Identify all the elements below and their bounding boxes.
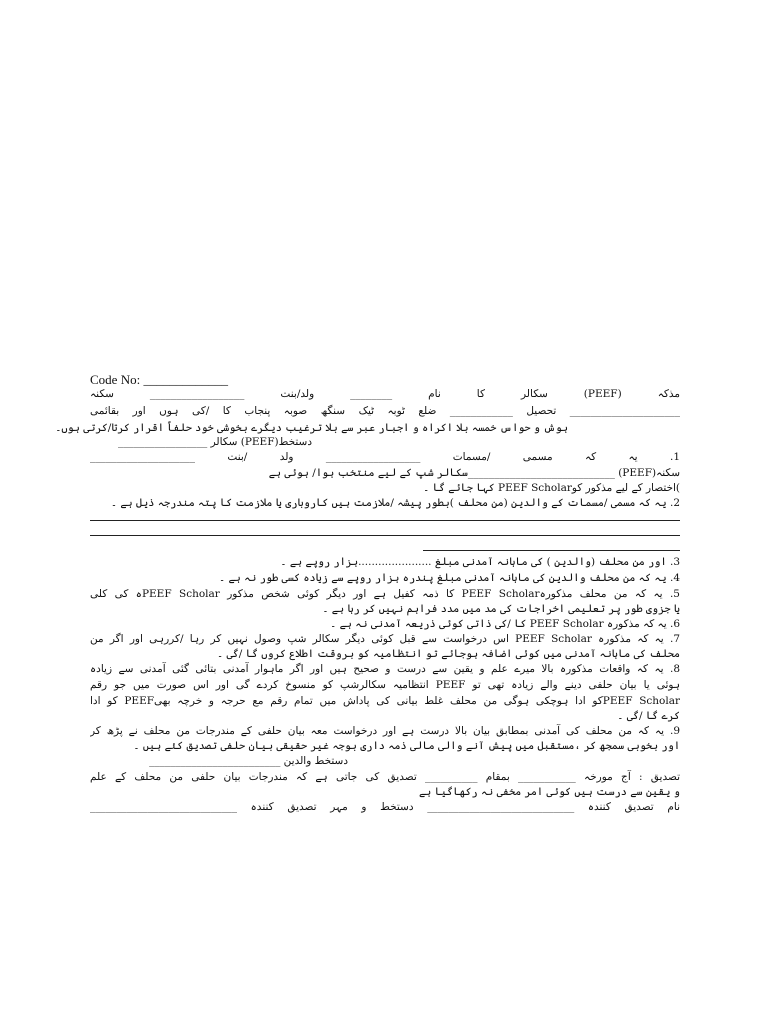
line-clause-1: 1. یہ کہ مسمی /مسمات __________________ ولد /بنت ____________________ <box>90 451 680 463</box>
code-label: Code No: <box>90 372 144 387</box>
line-clause-8b: ہوئی یا بیان حلفی دینے والے زیادہ تھی تو PEEF انتظامیہ سکالرشپ کو منسوخ کردے گی اور اس صورت میں جو رقم <box>90 679 680 691</box>
blank-line-2 <box>90 535 680 536</box>
line-clause-8: 8. یہ کہ واقعات مذکورہ بالا میرے علم و یقین سے درست و صحیح ہیں اور اگر ماہوار آمدنی بتائی گئی آمدنی سے زیادہ <box>90 663 680 675</box>
line-clause-2: 2. یہ کہ مسمی /مسمات کے والدین (من محلف )بطور پیشہ /ملازمت ہیں کاروباری یا ملازمت کا پتہ مندرجہ ذیل ہے ۔ <box>110 497 680 509</box>
line-clause-5: 5. یہ کہ من محلف مذکورہPEEF Scholar کا ذمہ کفیل ہے اور دیگر کوئی شخص مذکور PEEF Scholarہ کی کلی <box>90 588 680 600</box>
line-intro-3: ہوش و حواس خمسہ بلا اکراہ و اجبار عبر سے بلا ترغیب دیگرے بخوشی خود حلفاً اقرار کرتا/کرتی ہوں۔ <box>55 422 568 434</box>
code-number <box>90 372 228 388</box>
blank-line-3 <box>423 550 680 551</box>
line-scholar-signature: دستخط(PEEF) سکالر _________________ <box>118 436 312 448</box>
line-attestation-1: تصدیق : آج مورخہ ___________ بمقام __________ تصدیق کی جاتی ہے کہ مندرجات بیان حلفی من محلف کے علم <box>90 771 680 783</box>
line-clause-1c: )اختصار کے لیے مذکور کوPEEF Scholar کہا جائے گا ۔ <box>423 482 680 494</box>
line-intro-2: _____________________ تحصیل ____________ ضلع ٹوبہ ٹیک سنگھ صوبہ پنجاب کا /کی ہوں اور بقائمی <box>90 405 680 417</box>
line-attester-name-signature: نام تصدیق کنندہ ____________________________ دستخط و مہر تصدیق کنندہ ____________________________ <box>90 801 680 813</box>
line-clause-9: 9. یہ کہ من محلف کی آمدنی بمطابق بیان بالا درست ہے اور درخواست معہ بیان حلفی کے مندرجات من محلف نے پڑھ کر <box>90 725 680 737</box>
line-clause-8d: کرے گا /گی ۔ <box>617 710 680 722</box>
line-clause-8c: PEEF Scholarکو ادا ہوچکی ہوگی من محلف غلط بیانی کی پاداش میں تمام رقم مع حرجہ و خرچہ بھیPEEF کو ادا <box>90 695 680 707</box>
line-clause-7: 7. یہ کہ مذکورہ PEEF Scholar اس درخواست سے قبل کوئی دیگر سکالر شپ وصول نہیں کر رہا /کررہی اور اگر من <box>90 633 680 645</box>
line-clause-7b: محلف کی ماہانہ آمدنی میں کوئی اضافہ ہوجائے تو انتظامیہ کو بروقت اطلاع کروں گا /گی ۔ <box>217 648 680 660</box>
line-clause-6: 6. یہ کہ مذکورہ PEEF Scholar کا /کی ذاتی کوئی ذریعہ آمدنی نہ ہے ۔ <box>330 618 680 630</box>
line-attestation-2: و یقین سے درست ہیں کوئی امر مخفی نہ رکھاگیا ہے <box>418 786 680 798</box>
line-clause-3: 3. اور من محلف (والدین ) کی ماہانہ آمدنی مبلغ ......................ہزار روپے ہے ۔ <box>280 556 680 568</box>
line-intro-1: مذکہ (PEEF) سکالر کا نام ________ ولد/بنت __________________ سکنہ <box>90 388 680 400</box>
line-clause-1b: سکنہ(PEEF) ____________________________سکالر شپ کے لیے منتخب ہوا/ ہوئی ہے <box>268 467 680 479</box>
line-clause-4: 4. یہ کہ من محلف والدین کی ماہانہ آمدنی مبلغ پندرہ ہزار روپے سے زیادہ کسی طور نہ ہے ۔ <box>218 572 680 584</box>
code-blank: _____________ <box>143 372 228 387</box>
line-clause-9b: اور بخوبی سمجھ کر ،مستقبل میں پیش آنے والی مالی ذمہ داری بوجہ غیر حقیقی بیان حلفی تصدیق کئے ہیں ۔ <box>133 740 680 752</box>
line-clause-5b: یا جزوی طور پر تعلیمی اخراجات کی مد میں مدد فراہم نہیں کر رہا ہے ۔ <box>322 603 680 615</box>
line-parents-signature: دستخط والدین _________________________ <box>149 755 348 767</box>
blank-line-1 <box>90 520 680 521</box>
